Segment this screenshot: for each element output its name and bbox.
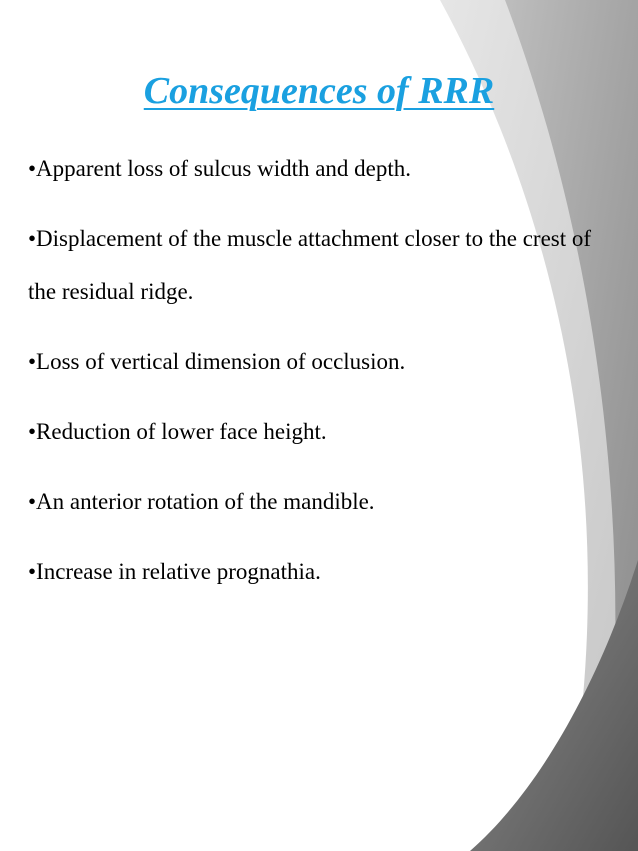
bullet-item: •Displacement of the muscle attachment closer to the crest of the residual ridge. xyxy=(28,226,592,304)
bullet-list xyxy=(28,142,600,615)
bullet-item: •Loss of vertical dimension of occlusion. xyxy=(28,349,406,374)
bullet-item: •Reduction of lower face height. xyxy=(28,419,327,444)
bullet-item: •Apparent loss of sulcus width and depth. xyxy=(28,156,412,181)
bullet-item: •Increase in relative prognathia. xyxy=(28,559,321,584)
slide-title: Consequences of RRR xyxy=(143,70,495,112)
bullet-item: •An anterior rotation of the mandible. xyxy=(28,489,375,514)
